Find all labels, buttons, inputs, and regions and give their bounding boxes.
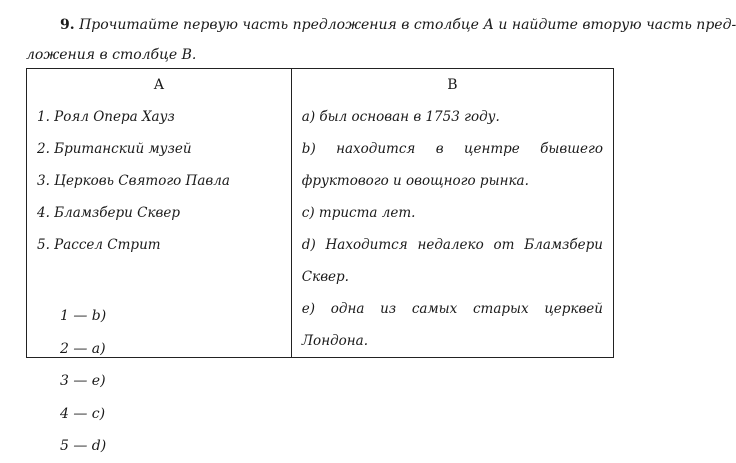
task-instruction	[26, 10, 736, 70]
instruction-line-1	[26, 10, 736, 40]
list-item: c) триста лет.	[301, 205, 416, 221]
column-a-list	[37, 101, 281, 261]
table-body-row	[27, 101, 614, 358]
list-item: 2. Британский музей	[37, 141, 192, 157]
matching-table	[26, 68, 614, 358]
answer-item: 3 — e)	[60, 373, 106, 389]
instruction-text-1: Прочитайте первую часть предложения в столбце А и найдите вторую часть пред-	[79, 17, 736, 33]
table-header-row	[27, 69, 614, 102]
list-item: 1. Роял Опера Хауз	[37, 109, 175, 125]
column-b-header: В	[291, 69, 613, 102]
list-item: d) Находится недалеко от Бламзбери Сквер.	[301, 237, 603, 285]
list-item: 4. Бламзбери Сквер	[37, 205, 181, 221]
list-item: 5. Рассел Стрит	[37, 237, 161, 253]
answer-item: 1 — b)	[60, 308, 107, 324]
task-number: 9.	[60, 17, 75, 33]
answer-list	[60, 300, 106, 463]
list-item: b) находится в центре бывшего фруктового и овощного рынка.	[301, 141, 603, 189]
answer-item: 4 — c)	[60, 405, 106, 422]
list-item: e) одна из самых старых церквей Лондона.	[301, 301, 603, 349]
list-item: 3. Церковь Святого Павла	[37, 173, 230, 189]
answer-item: 5 — d)	[60, 438, 107, 454]
answer-item: 2 — a)	[60, 340, 106, 357]
column-a-header: А	[27, 69, 292, 102]
column-b-cell	[291, 101, 613, 358]
instruction-line-2: ложения в столбце В.	[26, 47, 197, 63]
column-b-list	[302, 101, 603, 357]
list-item: a) был основан в 1753 году.	[301, 109, 500, 125]
